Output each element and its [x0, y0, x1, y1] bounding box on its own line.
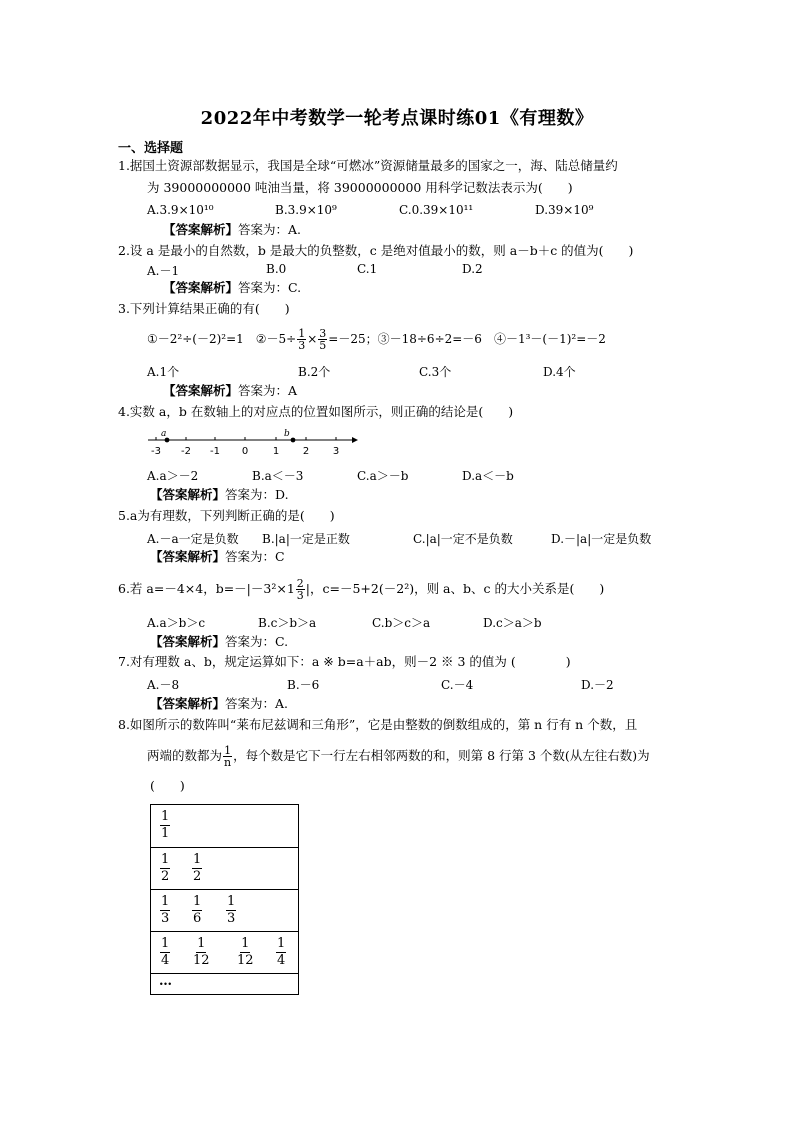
section-heading: 一、选择题 — [118, 141, 184, 156]
answer-tag: 【答案解析】 — [150, 549, 226, 564]
fraction-numerator: 1 — [161, 894, 170, 909]
q7-answer-text: 答案为：A. — [225, 696, 289, 711]
q6-text-part2: |，c=－5+2(－2²)，则 a、b、c 的大小关系是( ) — [305, 581, 605, 596]
fraction-denominator: 6 — [193, 911, 202, 926]
triangle-fraction — [275, 936, 287, 969]
number-line-tick-label: 0 — [241, 446, 249, 457]
page-title: 2022年中考数学一轮考点课时练01《有理数》 — [200, 108, 594, 129]
fraction-numerator: 1 — [161, 936, 170, 951]
q6-answer — [150, 634, 288, 650]
q2-option-a: A.－1 — [147, 264, 180, 278]
ellipsis-text: … — [159, 974, 172, 989]
answer-tag: 【答案解析】 — [150, 696, 226, 711]
fraction — [192, 936, 211, 969]
q6-option-d: D.c＞a＞b — [483, 616, 542, 630]
fraction-denominator: 3 — [296, 589, 304, 602]
q3-option-c: C.3个 — [419, 365, 452, 379]
point-b-marker — [291, 438, 296, 443]
q5-option-a: A.－a一定是负数 — [147, 532, 239, 546]
q2-text: 2.设 a 是最小的自然数，b 是最大的负整数，c 是绝对值最小的数，则 a－b＋c 的值为( ) — [118, 243, 634, 258]
q5-option-c: C.|a|一定不是负数 — [413, 532, 513, 546]
q4-text: 4.实数 a，b 在数轴上的对应点的位置如图所示，则正确的结论是( ) — [118, 404, 514, 419]
q1-answer-text: 答案为：A. — [238, 222, 302, 237]
triangle-fraction — [159, 894, 171, 927]
fraction-numerator: 1 — [193, 852, 202, 867]
q1-option-c: C.0.39×10¹¹ — [399, 203, 474, 217]
q5-answer-text: 答案为：C — [225, 549, 285, 564]
triangle-row-4 — [151, 932, 298, 974]
number-line-arrow — [352, 437, 358, 443]
q4-option-a: A.a＞－2 — [147, 469, 199, 483]
fraction-denominator: 4 — [277, 953, 286, 968]
fraction — [226, 894, 236, 927]
q3-fraction-2 — [318, 328, 327, 351]
q3-text: 3.下列计算结果正确的有( ) — [118, 301, 290, 316]
q6-option-b: B.c＞b＞a — [258, 616, 317, 630]
fraction-numerator: 1 — [224, 744, 232, 757]
triangle-row-2 — [151, 848, 298, 890]
q3-expr-part2: × — [307, 332, 318, 346]
triangle-fraction — [191, 936, 212, 969]
q5-answer — [150, 549, 285, 565]
point-b-label: b — [284, 429, 290, 439]
fraction — [192, 852, 202, 885]
q3-option-d: D.4个 — [543, 365, 576, 379]
q4-option-b: B.a＜－3 — [252, 469, 304, 483]
triangle-fraction — [191, 852, 203, 885]
point-a-label: a — [161, 429, 167, 439]
q1-option-a: A.3.9×10¹⁰ — [147, 203, 214, 217]
q5-text: 5.a为有理数，下列判断正确的是( ) — [118, 508, 335, 523]
q8-text-part2: ，每个数是它下一行左右相邻两数的和，则第 8 行第 3 个数(从左往右数)为 — [233, 748, 650, 763]
fraction-numerator: 1 — [277, 936, 286, 951]
q1-option-b: B.3.9×10⁹ — [275, 203, 337, 217]
q2-answer-text: 答案为：C. — [238, 280, 302, 295]
fraction-numerator: 1 — [161, 852, 170, 867]
fraction-denominator: 12 — [237, 953, 254, 968]
q7-text: 7.对有理数 a、b，规定运算如下：a ※ b=a＋ab，则－2 ※ 3 的值为 ( ) — [118, 654, 571, 669]
triangle-fraction — [225, 894, 237, 927]
fraction-denominator: 2 — [193, 869, 202, 884]
triangle-row-ellipsis — [151, 974, 298, 994]
q5-option-b: B.|a|一定是正数 — [262, 532, 350, 546]
fraction-numerator: 1 — [227, 894, 236, 909]
fraction-numerator: 2 — [296, 577, 304, 590]
number-line-tick-label: 2 — [302, 446, 310, 457]
q3-expr-part3: =－25；③－18÷6÷2=－6 ④－1³－(－1)²=－2 — [328, 332, 606, 346]
number-line-figure — [148, 428, 358, 458]
fraction-denominator: 3 — [161, 911, 170, 926]
fraction-denominator: 5 — [319, 339, 327, 352]
fraction — [160, 852, 170, 885]
fraction-denominator: 3 — [298, 339, 306, 352]
fraction-denominator: 2 — [161, 869, 170, 884]
fraction-numerator: 3 — [319, 327, 327, 340]
triangle-fraction — [159, 852, 171, 885]
q2-answer — [163, 280, 301, 296]
triangle-fraction — [159, 936, 171, 969]
q1-text-line1: 1.据国土资源部数据显示，我国是全球“可燃冰”资源储量最多的国家之一，海、陆总储量约 — [118, 158, 618, 173]
q4-option-d: D.a＜－b — [462, 469, 514, 483]
answer-tag: 【答案解析】 — [163, 383, 239, 398]
answer-tag: 【答案解析】 — [150, 487, 226, 502]
triangle-row-3 — [151, 890, 298, 932]
q4-option-c: C.a＞－b — [357, 469, 409, 483]
q6-text — [118, 576, 604, 602]
q6-option-a: A.a＞b＞c — [147, 616, 206, 630]
fraction — [160, 894, 170, 927]
fraction — [276, 936, 286, 969]
fraction-numerator: 1 — [193, 894, 202, 909]
q8-text-line2 — [147, 742, 650, 770]
q3-answer-text: 答案为：A — [238, 383, 298, 398]
q2-option-c: C.1 — [357, 262, 378, 276]
fraction-denominator: 3 — [227, 911, 236, 926]
fraction-denominator: 1 — [161, 826, 170, 841]
q7-answer — [150, 696, 288, 712]
q2-option-b: B.0 — [266, 262, 287, 276]
q8-fraction — [223, 745, 232, 768]
fraction — [160, 809, 170, 842]
q6-answer-text: 答案为：C. — [225, 634, 289, 649]
triangle-fraction — [159, 809, 171, 842]
q8-text-line3: ( ) — [150, 778, 185, 793]
fraction-numerator: 1 — [241, 936, 250, 951]
fraction-numerator: 1 — [298, 327, 306, 340]
q3-option-b: B.2个 — [298, 365, 331, 379]
fraction — [192, 894, 202, 927]
q8-text-line1: 8.如图所示的数阵叫“莱布尼兹调和三角形”，它是由整数的倒数组成的，第 n 行有 n 个数，且 — [118, 717, 638, 732]
q1-text-line2: 为 39000000000 吨油当量，将 39000000000 用科学记数法表示为( ) — [147, 180, 573, 195]
triangle-fraction — [235, 936, 256, 969]
q3-option-a: A.1个 — [147, 365, 180, 379]
q5-option-d: D.－|a|一定是负数 — [551, 532, 652, 546]
fraction-denominator: n — [224, 756, 232, 769]
q6-option-c: C.b＞c＞a — [372, 616, 431, 630]
q3-expr-part1: ①－2²÷(－2)²=1 ②－5÷ — [147, 332, 297, 346]
q7-option-b: B.－6 — [287, 678, 320, 692]
q7-option-d: D.－2 — [581, 678, 614, 692]
fraction-denominator: 4 — [161, 953, 170, 968]
answer-tag: 【答案解析】 — [163, 222, 239, 237]
q1-option-d: D.39×10⁹ — [535, 203, 594, 217]
q6-text-part1: 6.若 a=－4×4，b=－|－3²×1 — [118, 581, 295, 596]
answer-tag: 【答案解析】 — [163, 280, 239, 295]
q8-text-part1: 两端的数都为 — [147, 748, 223, 763]
q2-option-d: D.2 — [462, 262, 483, 276]
q3-answer — [163, 383, 297, 399]
number-line-tick-label: 1 — [272, 446, 280, 457]
fraction-numerator: 1 — [197, 936, 206, 951]
fraction-denominator: 12 — [193, 953, 210, 968]
answer-tag: 【答案解析】 — [150, 634, 226, 649]
q3-expression — [147, 326, 606, 352]
number-line-tick-label: -2 — [181, 446, 191, 457]
q4-answer — [150, 487, 289, 503]
number-line-tick-label: -1 — [210, 446, 220, 457]
number-line-tick-label: 3 — [332, 446, 340, 457]
q3-fraction-1 — [297, 328, 306, 351]
leibniz-triangle-table — [150, 804, 299, 995]
triangle-row-1 — [151, 805, 298, 848]
q1-answer — [163, 222, 301, 238]
fraction — [236, 936, 255, 969]
fraction — [160, 936, 170, 969]
q4-answer-text: 答案为：D. — [225, 487, 289, 502]
q7-option-a: A.－8 — [147, 678, 180, 692]
number-line-tick-label: -3 — [151, 446, 161, 457]
triangle-fraction — [191, 894, 203, 927]
q6-fraction — [296, 578, 305, 601]
fraction-numerator: 1 — [161, 809, 170, 824]
q7-option-c: C.－4 — [441, 678, 474, 692]
